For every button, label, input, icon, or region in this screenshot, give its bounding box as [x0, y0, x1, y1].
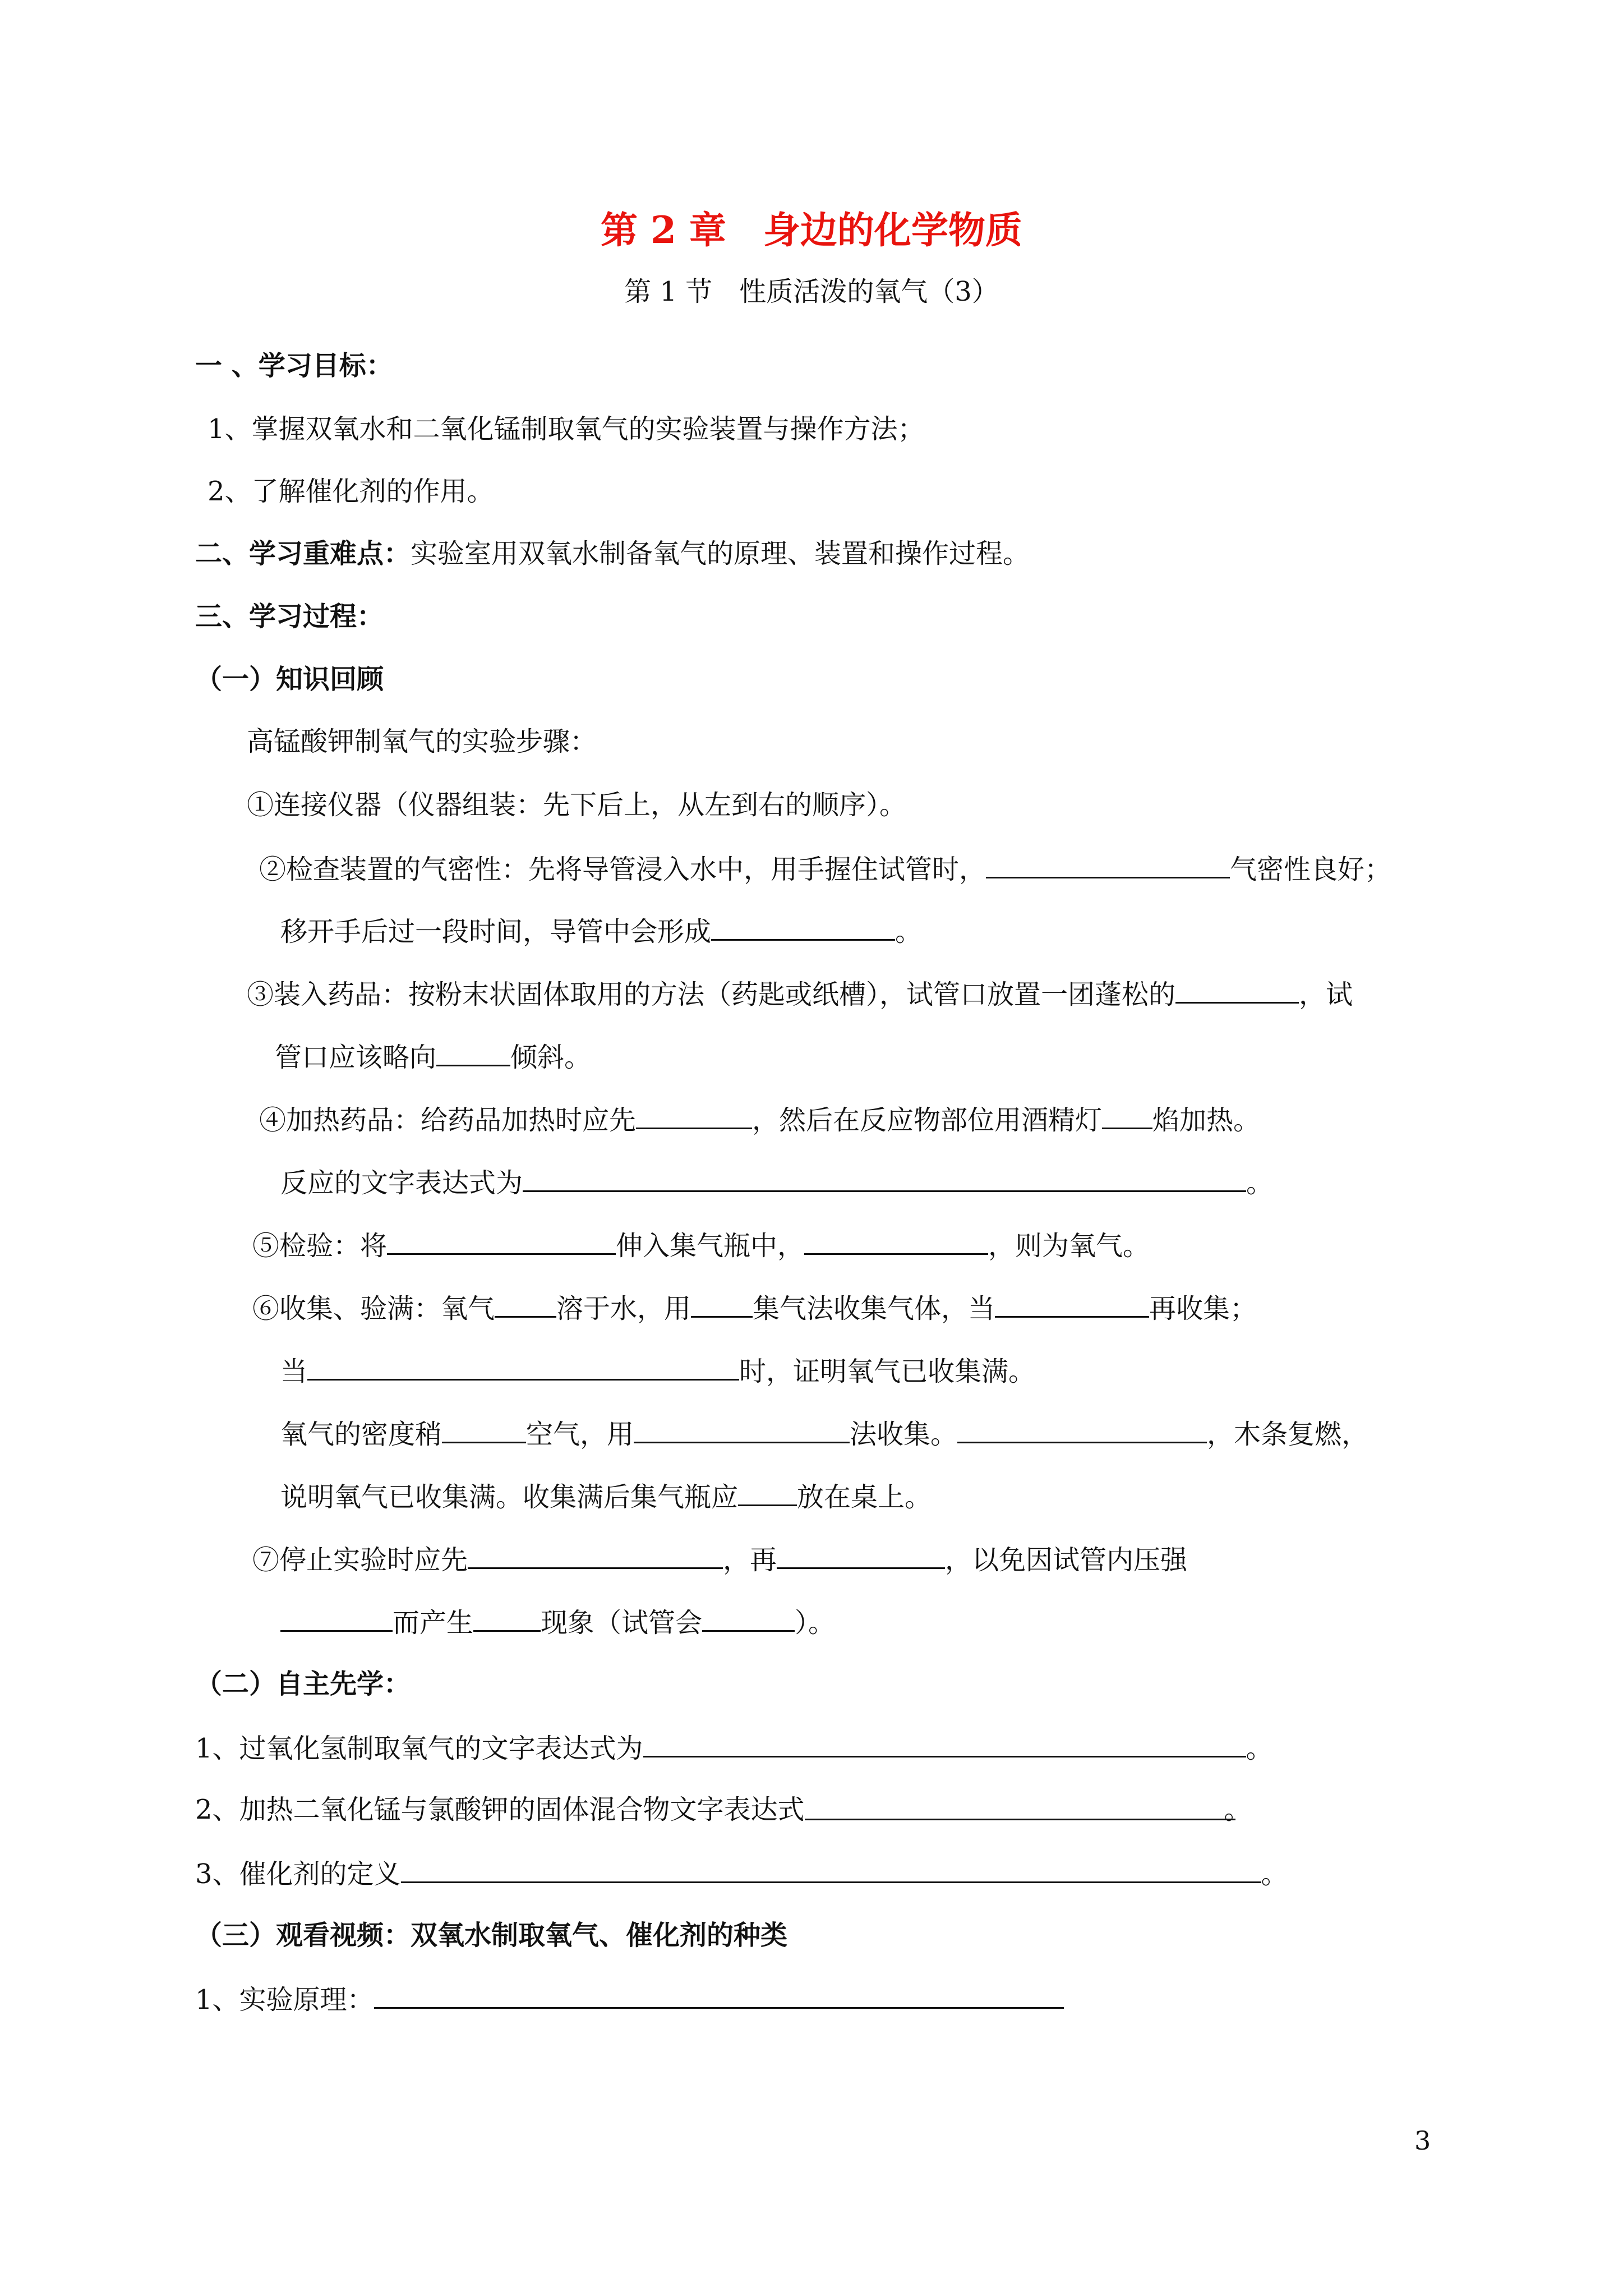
step-5-text-a: ⑤检验：将: [252, 1230, 388, 1262]
self-study-q1-end: 。: [1246, 1733, 1273, 1764]
self-study-q1: [195, 1730, 1273, 1765]
step-6-blank-8[interactable]: [738, 1479, 797, 1506]
step-4-blank-1[interactable]: [636, 1102, 752, 1129]
step-6-blank-7[interactable]: [957, 1416, 1207, 1443]
step-4-blank-2[interactable]: [1102, 1102, 1152, 1129]
step-4-text-a: ④加热药品：给药品加热时应先: [259, 1105, 637, 1136]
step-6-text-f: 时，证明氧气已收集满。: [739, 1356, 1036, 1387]
self-study-q1-text: 1、过氧化氢制取氧气的文字表达式为: [195, 1733, 643, 1764]
step-3-blank-1[interactable]: [1175, 976, 1299, 1004]
step-6-line-4: [280, 1479, 932, 1514]
step-6-line-1: [252, 1290, 1257, 1326]
review-heading: （一）知识回顾: [195, 664, 384, 695]
step-6-text-b: 溶于水，用: [556, 1293, 691, 1324]
video-q1-blank[interactable]: [374, 1981, 1064, 2009]
step-6-text-k: 说明氧气已收集满。收集满后集气瓶应: [280, 1481, 739, 1513]
step-2-text-c: 移开手后过一段时间，导管中会形成: [280, 916, 712, 947]
step-6-line-2: [280, 1353, 1035, 1388]
step-1: ①连接仪器（仪器组装：先下后上，从左到右的顺序）。: [247, 789, 907, 821]
step-7-line-1: [252, 1542, 1187, 1577]
step-4-line-2: [280, 1165, 1273, 1200]
step-7-text-e: 现象（试管会: [541, 1607, 703, 1639]
step-6-text-a: ⑥收集、验满：氧气: [252, 1293, 495, 1324]
step-7-text-c: ，以免因试管内压强: [945, 1544, 1188, 1576]
step-6-text-h: 空气，用: [526, 1419, 634, 1450]
step-3-line-1: [247, 976, 1353, 1011]
video-q1-text: 1、实验原理：: [195, 1984, 374, 2016]
video-q1: [195, 1981, 1064, 2017]
step-4-blank-3[interactable]: [523, 1165, 1246, 1192]
step-6-blank-1[interactable]: [495, 1290, 556, 1318]
step-7-text-b: ，再: [723, 1544, 777, 1576]
step-3-blank-2[interactable]: [436, 1039, 510, 1066]
step-3-text-c: 管口应该略向: [275, 1042, 437, 1073]
process-heading: 三、学习过程：: [195, 601, 384, 632]
step-5-text-c: ，则为氧气。: [988, 1230, 1150, 1262]
step-4-text-b: ，然后在反应物部位用酒精灯: [752, 1105, 1103, 1136]
step-3-text-a: ③装入药品：按粉末状固体取用的方法（药匙或纸槽），试管口放置一团蓬松的: [247, 979, 1176, 1010]
step-6-text-j: ，木条复燃，: [1207, 1419, 1369, 1450]
step-2-text-d: 。: [895, 916, 923, 947]
step-4-text-c: 焰加热。: [1152, 1105, 1261, 1136]
step-6-text-l: 放在桌上。: [797, 1481, 932, 1513]
self-study-q2-text: 2、加热二氧化锰与氯酸钾的固体混合物文字表达式: [195, 1794, 805, 1825]
key-points-line: [195, 537, 1030, 570]
step-7-blank-1[interactable]: [468, 1542, 723, 1569]
step-4-text-d: 反应的文字表达式为: [280, 1167, 523, 1199]
step-7-text-f: ）。: [795, 1607, 836, 1639]
objectives-heading: 一 、学习目标：: [195, 350, 393, 381]
self-study-q3-blank[interactable]: [401, 1856, 1261, 1883]
step-2-line-1: [259, 851, 1391, 886]
step-6-text-e: 当: [280, 1356, 308, 1387]
step-7-text-d: 而产生: [393, 1607, 474, 1639]
step-2-text-b: 气密性良好；: [1230, 854, 1392, 885]
chapter-title: 第 2 章 身边的化学物质: [601, 208, 1022, 252]
step-7-text-a: ⑦停止实验时应先: [252, 1544, 468, 1576]
step-6-text-d: 再收集；: [1149, 1293, 1257, 1324]
self-study-heading: （二）自主先学：: [195, 1668, 411, 1700]
key-points-label: 二、学习重难点：: [195, 538, 411, 569]
self-study-q2-end: 。: [1224, 1794, 1251, 1825]
step-5-blank-1[interactable]: [387, 1227, 616, 1255]
page-number: 3: [1414, 2125, 1431, 2156]
step-5-text-b: 伸入集气瓶中，: [616, 1230, 805, 1262]
step-6-blank-4[interactable]: [307, 1353, 739, 1381]
self-study-q3-end: 。: [1261, 1858, 1288, 1890]
step-3-line-2: [275, 1039, 591, 1074]
step-7-blank-5[interactable]: [702, 1604, 795, 1632]
step-6-blank-5[interactable]: [442, 1416, 526, 1443]
step-2-text-a: ②检查装置的气密性：先将导管浸入水中，用手握住试管时，: [259, 854, 986, 885]
step-4-text-e: 。: [1246, 1167, 1274, 1199]
self-study-q1-blank[interactable]: [643, 1730, 1246, 1757]
step-5-blank-2[interactable]: [804, 1227, 988, 1255]
step-7-line-2: [280, 1604, 835, 1640]
step-6-blank-2[interactable]: [691, 1290, 753, 1318]
objective-item-1: 1、掌握双氧水和二氧化锰制取氧气的实验装置与操作方法；: [208, 413, 925, 445]
key-points-text: 实验室用双氧水制备氧气的原理、装置和操作过程。: [411, 538, 1030, 569]
objective-item-2: 2、了解催化剂的作用。: [208, 476, 494, 507]
step-6-line-3: [280, 1416, 1368, 1451]
step-6-blank-3[interactable]: [995, 1290, 1149, 1318]
step-2-line-2: [280, 913, 922, 949]
step-5-line: [252, 1227, 1150, 1263]
review-intro: 高锰酸钾制氧气的实验步骤：: [247, 726, 597, 757]
self-study-q2: [195, 1793, 1251, 1826]
step-3-text-b: ，试: [1299, 979, 1353, 1010]
step-7-blank-2[interactable]: [777, 1542, 945, 1569]
section-title: 第 1 节 性质活泼的氧气（3）: [624, 276, 999, 307]
step-6-blank-6[interactable]: [634, 1416, 850, 1443]
step-2-blank-2[interactable]: [711, 913, 895, 941]
step-7-blank-4[interactable]: [473, 1604, 541, 1632]
step-6-text-i: 法收集。: [850, 1419, 958, 1450]
step-6-text-g: 氧气的密度稍: [280, 1419, 442, 1450]
step-4-line-1: [259, 1102, 1260, 1137]
self-study-q2-blank[interactable]: [805, 1793, 1251, 1825]
self-study-q3: [195, 1856, 1288, 1891]
step-6-text-c: 集气法收集气体，当: [753, 1293, 995, 1324]
step-7-blank-3[interactable]: [280, 1604, 393, 1632]
video-heading: （三）观看视频：双氧水制取氧气、催化剂的种类: [195, 1920, 788, 1951]
step-3-text-d: 倾斜。: [510, 1042, 592, 1073]
self-study-q3-text: 3、催化剂的定义: [195, 1858, 401, 1890]
step-2-blank-1[interactable]: [986, 851, 1230, 878]
